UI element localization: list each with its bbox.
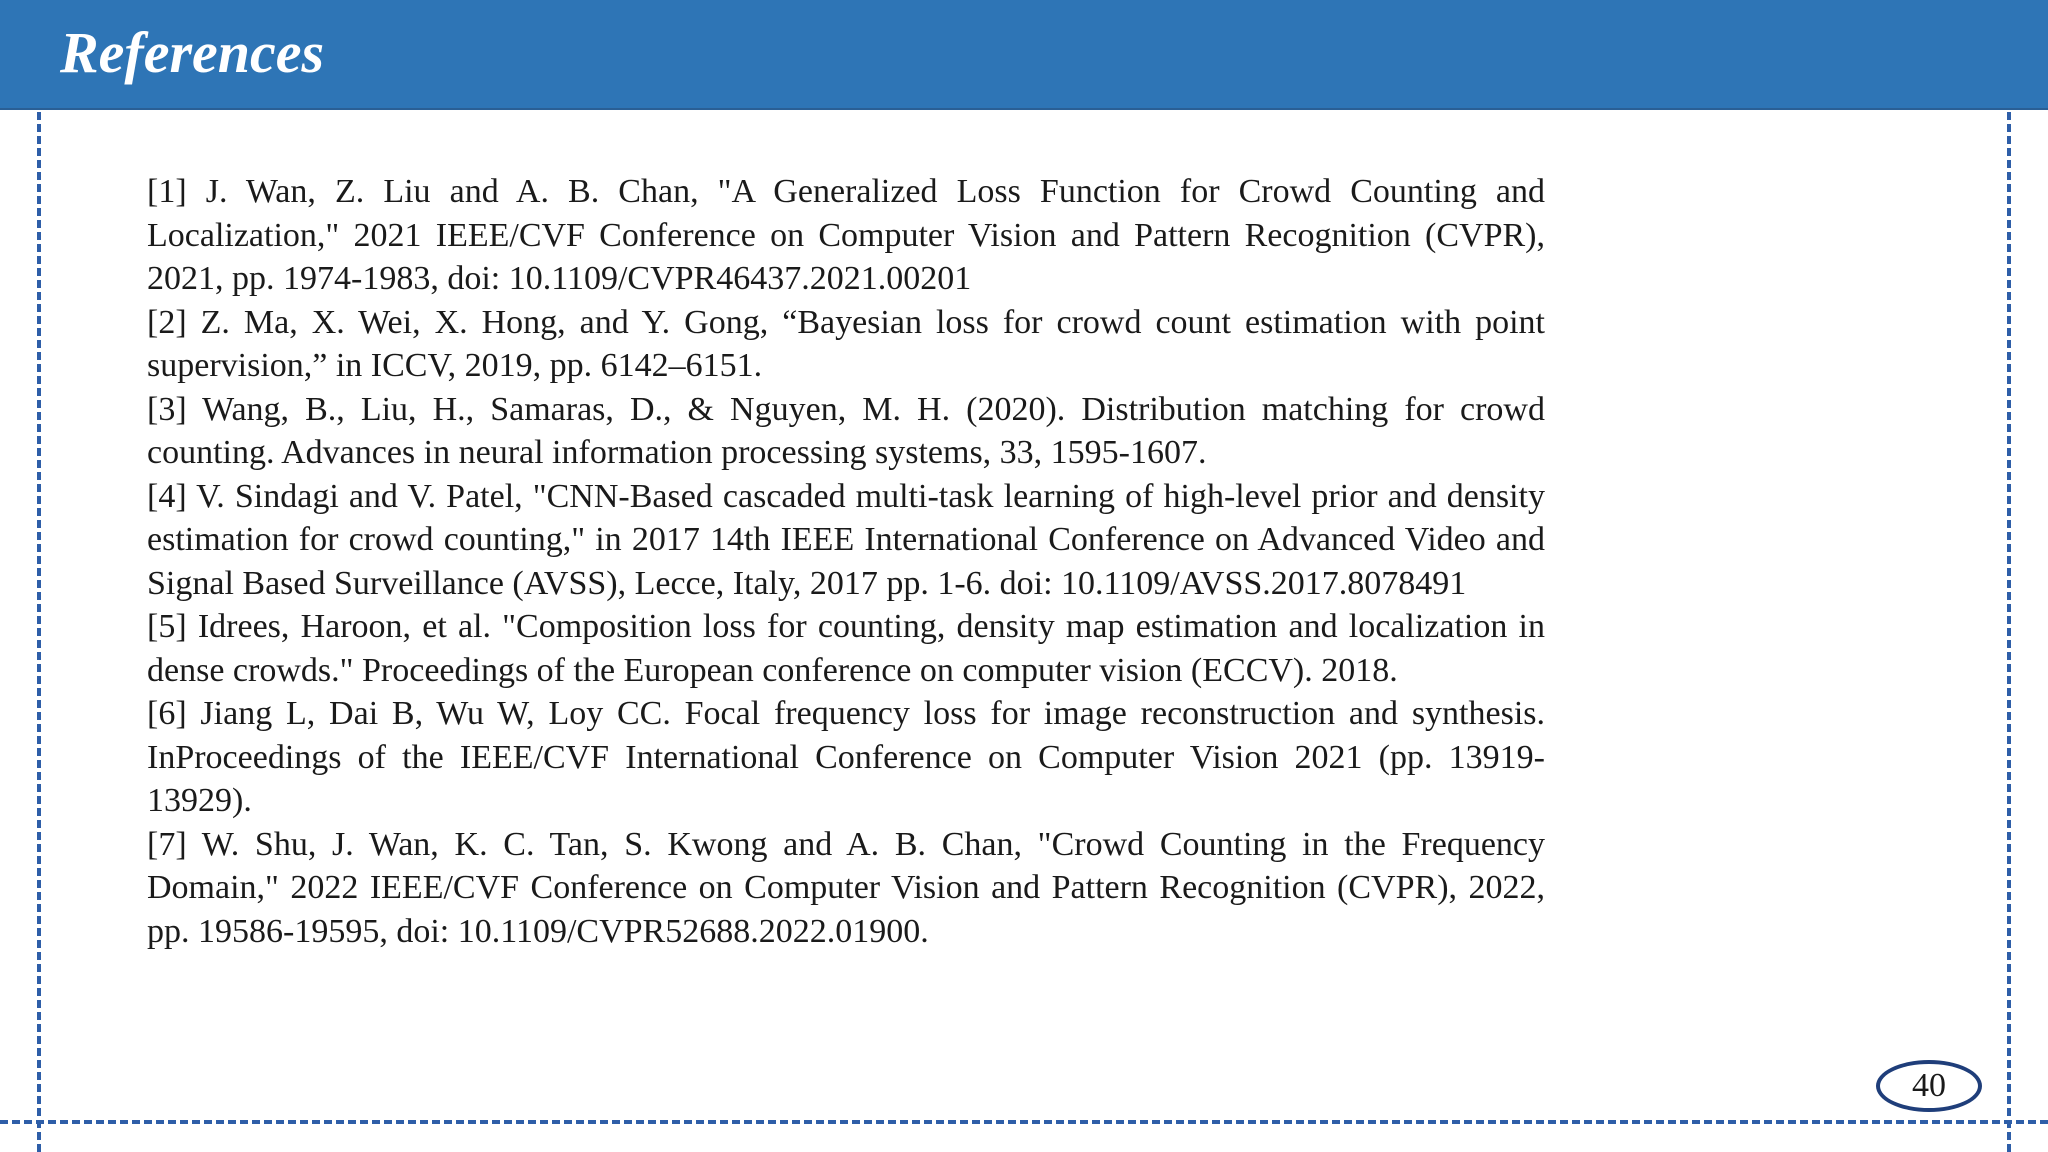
reference-item-5: [5] Idrees, Haroon, et al. "Composition loss for counting, density map estimation and localization in dense crowds." Proceedings of the European conference on computer vision (ECCV). 2018. bbox=[147, 608, 1545, 689]
reference-item-4: [4] V. Sindagi and V. Patel, "CNN-Based cascaded multi-task learning of high-level prior and density estimation for crowd counting," in 2017 14th IEEE International Conference on Advanced Video and Signal Based Surveillance (AVSS), Lecce, Italy, 2017 pp. 1-6. doi: 10.1109/AVSS.2017.8078491 bbox=[147, 477, 1545, 602]
left-dashed-border bbox=[37, 112, 41, 1152]
reference-item-3: [3] Wang, B., Liu, H., Samaras, D., & Nguyen, M. H. (2020). Distribution matching for crowd counting. Advances in neural information processing systems, 33, 1595-1607. bbox=[147, 390, 1545, 471]
slide-title: References bbox=[60, 20, 325, 85]
right-dashed-border bbox=[2007, 112, 2011, 1152]
reference-item-1: [1] J. Wan, Z. Liu and A. B. Chan, "A Generalized Loss Function for Crowd Counting and Localization," 2021 IEEE/CVF Conference on Computer Vision and Pattern Recognition (CVPR), 2021, pp. 1974-1983, doi: 10.1109/CVPR46437.2021.00201 bbox=[147, 173, 1545, 297]
bottom-dashed-border bbox=[0, 1120, 2048, 1124]
reference-item-2: [2] Z. Ma, X. Wei, X. Hong, and Y. Gong, “Bayesian loss for crowd count estimation with point supervision,” in ICCV, 2019, pp. 6142–6151. bbox=[147, 303, 1545, 384]
reference-item-7: [7] W. Shu, J. Wan, K. C. Tan, S. Kwong and A. B. Chan, "Crowd Counting in the Frequency Domain," 2022 IEEE/CVF Conference on Computer Vision and Pattern Recognition (CVPR), 2022, pp. 19586-19595, doi: 10.1109/CVPR52688.2022.01900. bbox=[147, 825, 1545, 950]
reference-list bbox=[147, 170, 1545, 953]
reference-item-6: [6] Jiang L, Dai B, Wu W, Loy CC. Focal frequency loss for image reconstruction and synthesis. InProceedings of the IEEE/CVF International Conference on Computer Vision 2021 (pp. 13919-13929). bbox=[147, 695, 1545, 819]
page-number-badge: 40 bbox=[1876, 1060, 1982, 1112]
header-bar bbox=[0, 0, 2048, 110]
